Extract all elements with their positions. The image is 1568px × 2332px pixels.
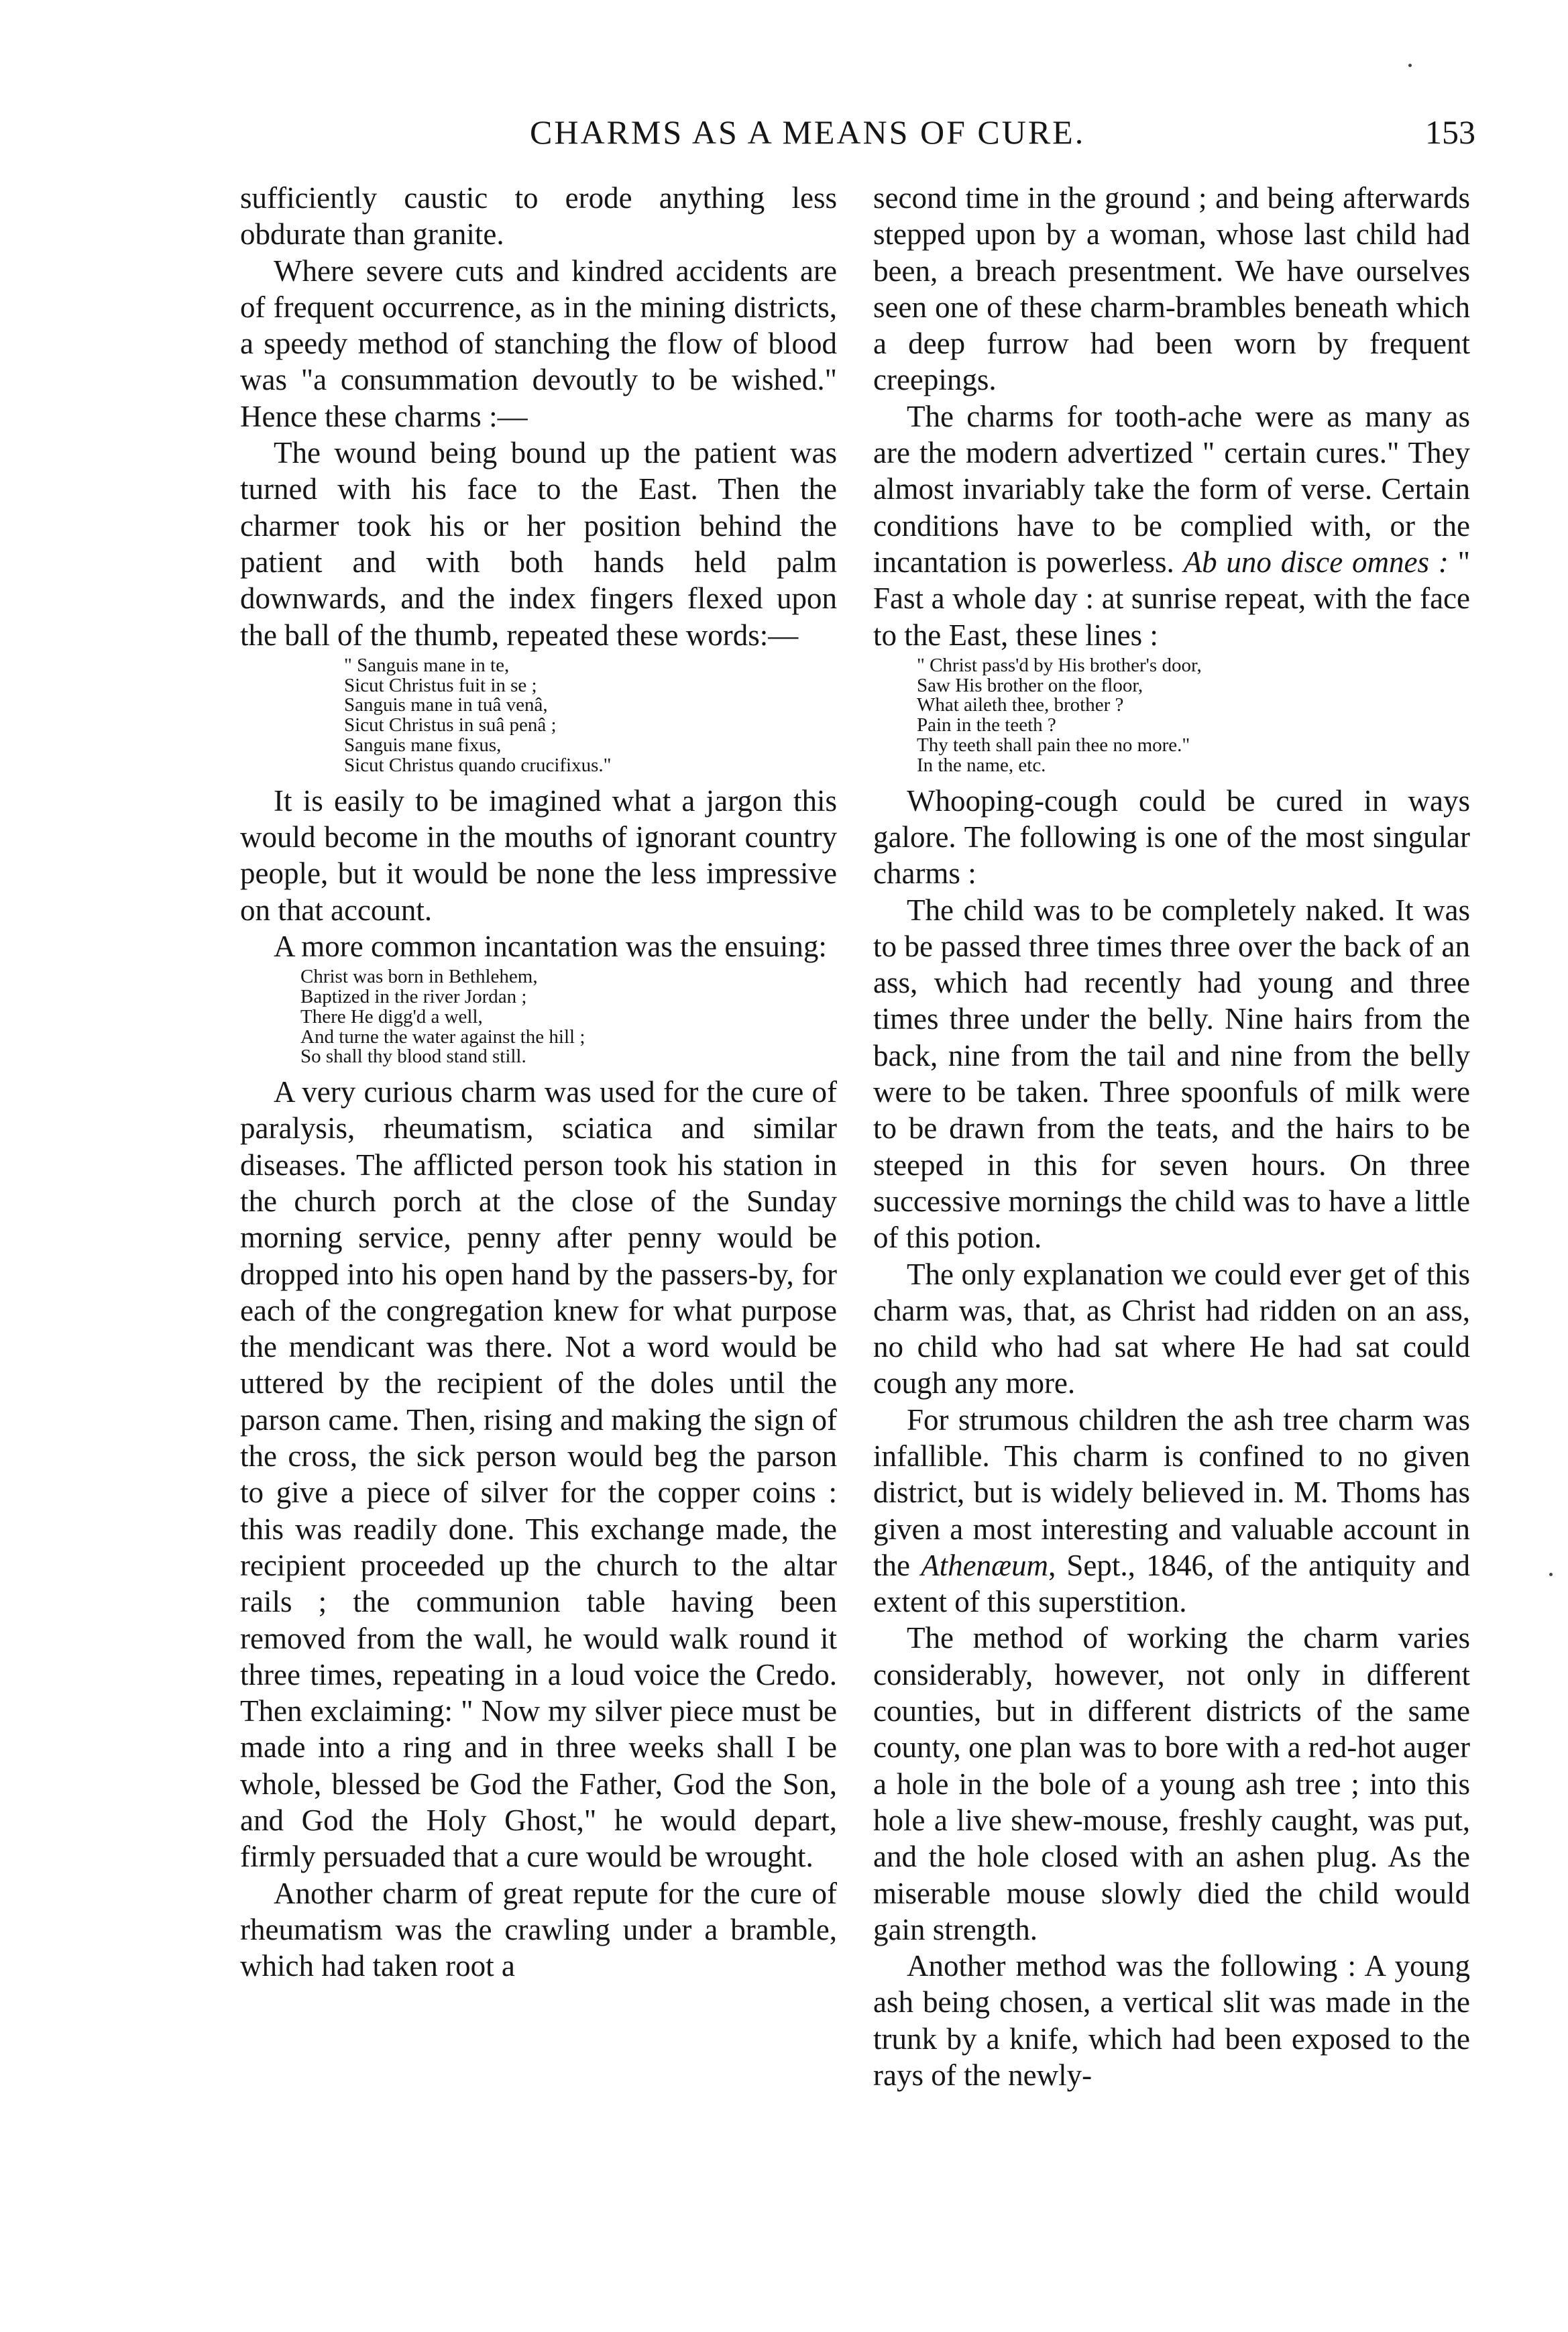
verse-line: " Christ pass'd by His brother's door, xyxy=(917,654,1202,676)
verse-line: Sicut Christus fuit in se ; xyxy=(344,674,537,696)
verse-line: Pain in the teeth ? xyxy=(917,714,1056,736)
verse-block xyxy=(344,656,837,776)
verse-line: In the name, etc. xyxy=(917,754,1046,776)
paragraph-text: " Fast a whole day : at sunrise repeat, with the face to the East, these lines : xyxy=(873,545,1470,652)
print-speck xyxy=(1408,64,1412,67)
verse-line: Sanguis mane fixus, xyxy=(344,734,502,757)
verse-line: Saw His brother on the floor, xyxy=(917,674,1143,696)
paragraph: The wound being bound up the patient was turned with his face to the East. Then the charmer took his or her position behind the patient and with both hands held palm downwards, and the index fingers flexed upon the ball of the thumb, repeated these words:— xyxy=(240,436,837,652)
paragraph: A very curious charm was used for the cure of paralysis, rheumatism, sciatica and similar diseases. The afflicted person took his station in the church porch at the close of the Sunday morning service, penny after penny would be dropped into his open hand by the passers-by, for each of the congregation knew for what purpose the mendicant was there. Not a word would be uttered by the recipient of the doles until the parson came. Then, rising and making the sign of the cross, the sick person would beg the parson to give a piece of silver for the copper coins : this was readily done. This exchange made, the recipient proceeded up the church to the altar rails ; the communion table having been removed from the wall, he would walk round it three times, repeating in a loud voice the Credo. Then exclaiming: " Now my silver piece must be made into a ring and in three weeks shall I be whole, blessed be God the Father, God the Son, and God the Holy Ghost," he would depart, firmly persuaded that a cure would be wrought. xyxy=(240,1075,837,1874)
verse-line: What aileth thee, brother ? xyxy=(917,694,1124,716)
paragraph-text: , Sept., 1846, of the antiquity and extent of this superstition. xyxy=(873,1548,1471,1619)
latin-phrase: Ab uno disce omnes : xyxy=(1183,545,1449,579)
left-column xyxy=(240,180,837,1985)
paragraph: It is easily to be imagined what a jargon this would become in the mouths of ignorant country people, but it would be none the less impressive on that account. xyxy=(240,783,837,927)
verse-line: So shall thy blood stand still. xyxy=(300,1046,526,1068)
verse-line: " Sanguis mane in te, xyxy=(344,654,510,676)
paragraph: The child was to be completely naked. It was to be passed three times three over the back of an ass, which had recently had young and three times three under the belly. Nine hairs from the back, nine from the tail and nine from the belly were to be taken. Three spoonfuls of milk were to be drawn from the teats, and the hairs to be steeped in this for seven hours. On three successive mornings the child was to have a little of this potion. xyxy=(873,893,1470,1255)
paragraph: Whooping-cough could be cured in ways galore. The following is one of the most singular charms : xyxy=(873,783,1470,891)
journal-title: Athenæum xyxy=(921,1548,1049,1582)
verse-line: Thy teeth shall pain thee no more." xyxy=(917,734,1190,757)
paragraph xyxy=(873,1402,1470,1620)
paragraph: Where severe cuts and kindred accidents are of frequent occurrence, as in the mining districts, a speedy method of stanching the flow of blood was "a consummation devoutly to be wished." Hence these charms :— xyxy=(240,254,837,433)
paragraph-text: The charms for tooth-ache were as many as are the modern advertized " certain cures." They almost invariably take the form of verse. Certain conditions have to be complied with, or the incantation is powerless. xyxy=(873,399,1470,579)
verse-line: Sanguis mane in tuâ venâ, xyxy=(344,694,548,716)
paragraph: The method of working the charm varies considerably, however, not only in different counties, but in different districts of the same county, one plan was to bore with a red-hot auger a hole in the bole of a young ash tree ; into this hole a live shew-mouse, freshly caught, was put, and the hole closed with an ashen plug. As the miserable mouse slowly died the child would gain strength. xyxy=(873,1621,1470,1946)
verse-line: And turne the water against the hill ; xyxy=(300,1025,585,1048)
verse-line: Christ was born in Bethlehem, xyxy=(300,966,538,988)
page-header xyxy=(241,113,1475,156)
paragraph: A more common incantation was the ensuing: xyxy=(274,929,827,963)
paragraph: sufficiently caustic to erode anything less obdurate than granite. xyxy=(240,181,837,252)
verse-line: Sicut Christus quando crucifixus." xyxy=(344,754,612,776)
verse-line: Sicut Christus in suâ penâ ; xyxy=(344,714,557,736)
verse-block xyxy=(917,656,1470,776)
paragraph-text: For strumous children the ash tree charm was infallible. This charm is confined to no given district, but is widely believed in. M. Thoms has given a most interesting and valuable account in the xyxy=(873,1402,1470,1582)
paragraph xyxy=(873,398,1470,653)
paragraph: The only explanation we could ever get of this charm was, that, as Christ had ridden on an ass, no child who had sat where He had sat could cough any more. xyxy=(873,1257,1470,1400)
paragraph: second time in the ground ; and being afterwards stepped upon by a woman, whose last child had been, a breach presentment. We have ourselves seen one of these charm-brambles beneath which a deep furrow had been worn by frequent creepings. xyxy=(873,181,1470,397)
page-number: 153 xyxy=(1425,113,1475,151)
verse-block xyxy=(300,967,837,1067)
running-title: CHARMS AS A MEANS OF CURE. xyxy=(530,113,1086,151)
paragraph: Another charm of great repute for the cure of rheumatism was the crawling under a bramble, which had taken root a xyxy=(240,1876,837,1983)
print-speck xyxy=(1549,1573,1553,1576)
verse-line: There He digg'd a well, xyxy=(300,1005,483,1028)
right-column xyxy=(873,180,1470,2093)
verse-line: Baptized in the river Jordan ; xyxy=(300,985,527,1007)
paragraph: Another method was the following : A young ash being chosen, a vertical slit was made in the trunk by a knife, which had been exposed to the rays of the newly- xyxy=(873,1949,1470,2093)
